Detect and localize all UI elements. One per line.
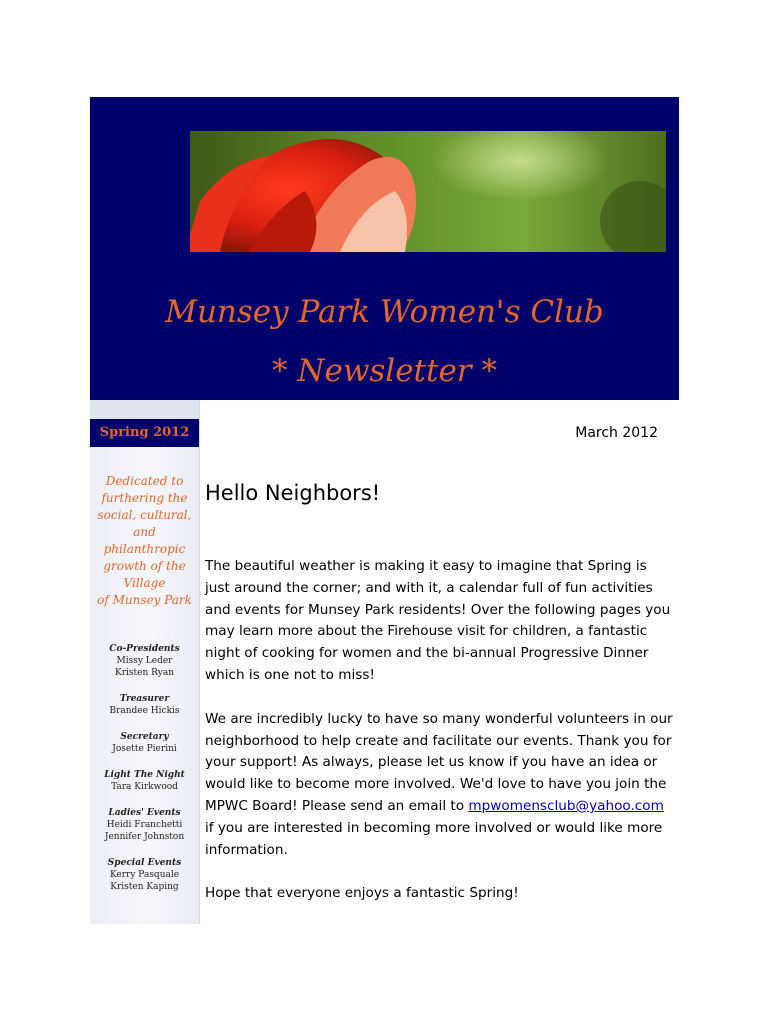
issue-date: March 2012 [575,425,658,441]
greeting-heading: Hello Neighbors! [205,481,381,505]
board-group [90,731,199,755]
mission-line: Dedicated to [105,474,184,488]
paragraph-text: We are incredibly lucky to have so many wonderful volunteers in our neighborhood to help create and facilitate our events. Thank you for your support! As always, please let us know if you have an idea or would like to become more involved. We'd love to have you join the MPWC Board! Please send an email to [205,710,673,814]
board-member: Kristen Kaping [110,882,179,892]
board-member: Brandee Hickis [109,706,180,716]
board-role: Ladies' Events [108,808,181,818]
board-member: Missy Leder [116,656,173,666]
paragraph: Hope that everyone enjoys a fantastic Spring! [205,885,519,902]
mission-line: and [133,525,156,539]
board-member: Tara Kirkwood [111,782,178,792]
mission-line: growth of the [103,559,186,573]
mission-line: of Munsey Park [97,593,192,607]
mission-line: furthering the [101,491,188,505]
newsletter-title: Munsey Park Women's Club [165,294,604,330]
mission-line: social, cultural, [97,508,192,522]
paragraph-text: if you are interested in becoming more involved or would like more information. [205,819,663,858]
board-list [90,643,199,907]
mission-line: Village [123,576,166,590]
paragraph [205,709,675,862]
board-member: Kristen Ryan [115,668,174,678]
board-group [90,807,199,843]
board-member: Jennifer Johnston [104,832,185,842]
newsletter-subtitle: * Newsletter * [272,353,497,389]
email-link[interactable]: mpwomensclub@yahoo.com [468,797,664,814]
paragraph: The beautiful weather is making it easy to imagine that Spring is just around the corner; and with it, a calendar full of fun activities and events for Munsey Park residents! Over the following pages you may learn more about the Firehouse visit for children, a fantastic night of cooking for women and the bi-annual Progressive Dinner which is one not to miss! [205,558,671,683]
sidebar-top-band [90,400,199,419]
board-group [90,857,199,893]
board-role: Treasurer [119,694,170,704]
board-member: Heidi Franchetti [106,820,183,830]
board-role: Co-Presidents [109,644,180,654]
letter-body [205,556,675,927]
tulip-photo [190,131,666,252]
board-role: Special Events [107,858,182,868]
board-role: Secretary [120,732,169,742]
board-member: Josette Pierini [112,744,177,754]
newsletter-header [90,97,679,400]
mission-line: philanthropic [103,542,186,556]
board-group [90,643,199,679]
season-label: Spring 2012 [90,419,199,447]
board-role: Light The Night [104,770,185,780]
board-group [90,693,199,717]
mission-statement [90,473,199,609]
board-member: Kerry Pasquale [109,870,180,880]
board-group [90,769,199,793]
